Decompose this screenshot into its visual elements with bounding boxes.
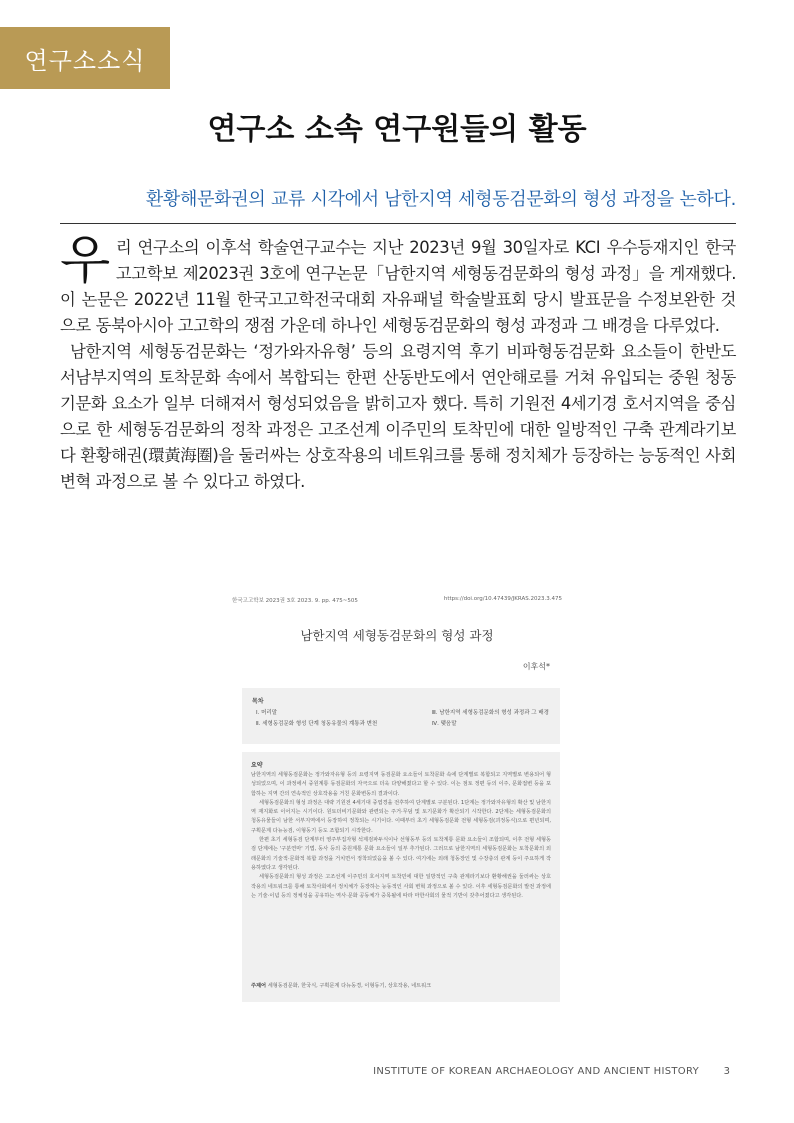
- toc-item: Ⅰ. 머리말: [256, 710, 278, 716]
- paper-header: [232, 596, 562, 604]
- article-body: [60, 231, 736, 495]
- abstract-keywords: [251, 982, 551, 991]
- toc-item: Ⅳ. 맺음말: [432, 721, 457, 727]
- paper-journal-info: 한국고고학보 2023권 3호 2023. 9. pp. 475~505: [232, 598, 358, 604]
- toc-right-column: [432, 708, 549, 730]
- page-number: 3: [723, 1066, 730, 1077]
- paragraph-1-text: 리 연구소의 이후석 학술연구교수는 지난 2023년 9월 30일자로 KCI 우수등재지인 한국고고학보 제2023권 3호에 연구논문「남한지역 세형동검문화의 형성 과정」을 게재했다. 이 논문은 2022년 11월 한국고고학전국대회 자유패널 학술발표회 당시 발표문을 수정보완한 것으로 동북아시아 고고학의 쟁점 가운데 하나인 세형동검문화의 형성 과정과 그 배경을 다루었다.: [60, 238, 736, 335]
- abstract-heading: 요약: [251, 762, 263, 769]
- toc-item: Ⅱ. 세형동검문화 형성 단계 청동유물의 계통과 변천: [256, 721, 378, 727]
- paper-abstract: [242, 752, 560, 1002]
- drop-cap: 우: [60, 231, 110, 291]
- keywords-text: 세형동검문화, 한국식, 구획문계 다뉴동경, 이형동기, 상호작용, 네트워크: [267, 983, 432, 989]
- footer-institute: INSTITUTE OF KOREAN ARCHAEOLOGY AND ANCIENT HISTORY: [373, 1066, 699, 1077]
- keywords-label: 주제어: [251, 983, 267, 989]
- paper-title: 남한지역 세형동검문화의 형성 과정: [300, 628, 494, 643]
- abstract-paragraph: 한편 초기 세형동검 단계부터 영주부집자형 석제검파두식이나 선형동부 등의 토착계통 문화 요소들이 조합되며, 이후 전형 세형동검 단계에는 '구분연마' 기법, 동사 등의 중원계통 문화 요소들이 일부 추가된다. 그러므로 남한지역의 세형동검문화는 토착문화의 외래문화의 기술적·문화적 복합 과정을 거치면서 정착되었음을 볼 수 있다. 여기에는 외래 청동장인 및 수장층의 관계 등이 주요하게 작용하였다고 생각된다.: [251, 837, 551, 871]
- article-subtitle: 환황해문화권의 교류 시각에서 남한지역 세형동검문화의 형성 과정을 논하다.: [145, 189, 736, 210]
- paragraph-2: 남한지역 세형동검문화는 ‘정가와자유형’ 등의 요령지역 후기 비파형동검문화 요소들이 한반도 서남부지역의 토착문화 속에서 복합되는 한편 산동반도에서 연안해로를 거쳐 유입되는 중원 청동기문화 요소가 일부 더해져서 형성되었음을 밝히고자 했다. 특히 기원전 4세기경 호서지역을 중심으로 한 세형동검문화의 정착 과정은 고조선계 이주민의 토착민에 대한 일방적인 구축 관계라기보다 환황해권(環黃海圈)을 둘러싸는 상호작용의 네트워크를 통해 정치체가 등장하는 능동적인 사회 변혁 과정으로 볼 수 있다고 하였다.: [60, 342, 736, 491]
- page-title: 연구소 소속 연구원들의 활동: [207, 112, 587, 147]
- divider-rule: [60, 223, 736, 224]
- paragraph-1: [60, 231, 736, 339]
- paper-author: 이후석*: [522, 662, 550, 671]
- abstract-paragraph: 세형동검문화의 형성 과정은 고조선계 이주민의 호서지역 토착민에 대한 일방적인 구축 관계라기보다 환황해권을 둘러싸는 상호작용의 네트워크를 통해 토착사회에서 정치체가 등장하는 능동적인 사회 변혁 과정으로 볼 수 있다. 이후 세형동검문화의 발전 과정에는 기술·이념 등의 정체성을 공유하는 역사·문화 공동체가 중목될에 따라 마한사회의 물적 기반이 갖추어졌다고 생각된다.: [251, 874, 551, 899]
- paper-doi: https://doi.org/10.47439/JKRAS.2023.3.475: [443, 596, 562, 602]
- section-tab: 연구소소식: [0, 27, 170, 89]
- abstract-paragraph: 남한지역의 세형동검문화는 정가와자유형 등의 요령지역 동검문화 요소들이 토착문화 속에 단계별로 복합되고 지역별로 변용되어 형성되었으며, 이 과정에서 중원계통 동검문화의 자극으로 더욱 다양해졌다고 할 수 있다. 이는 점토 정편 등의 이주, 문화접변 등을 포함하는 지역 간의 연속적인 상호작용을 거친 문화변동의 결과이다.: [251, 772, 551, 797]
- paper-toc: [242, 688, 560, 744]
- paper-first-page-image: [232, 590, 562, 1010]
- toc-heading: 목차: [252, 698, 264, 705]
- abstract-text: [251, 771, 551, 901]
- toc-left-column: [256, 708, 377, 730]
- abstract-paragraph: 세형동검문화의 형성 과정은 대략 기원전 4세기대 중엽경을 전후하여 단계별로 구분된다. 1단계는 정가와자유형의 확산 및 남한지역 재지화로 이어지는 시기이다. 원토더비기문화와 관련되는 주거·무덤 및 토기문화가 확산되기 시작한다. 2단계는 세형동검문화의 청동유물들이 남한 서부지역에서 등장하여 정착되는 시기이다. 이때부터 초기 세형동검문화 전형 세형동검(괴정동식)으로 편년되며, 구획문계 다뉴능검, 이형동기 등도 조합되기 시작한다.: [251, 799, 551, 834]
- toc-item: Ⅲ. 남한지역 세형동검문화의 형성 과정과 그 배경: [432, 710, 549, 716]
